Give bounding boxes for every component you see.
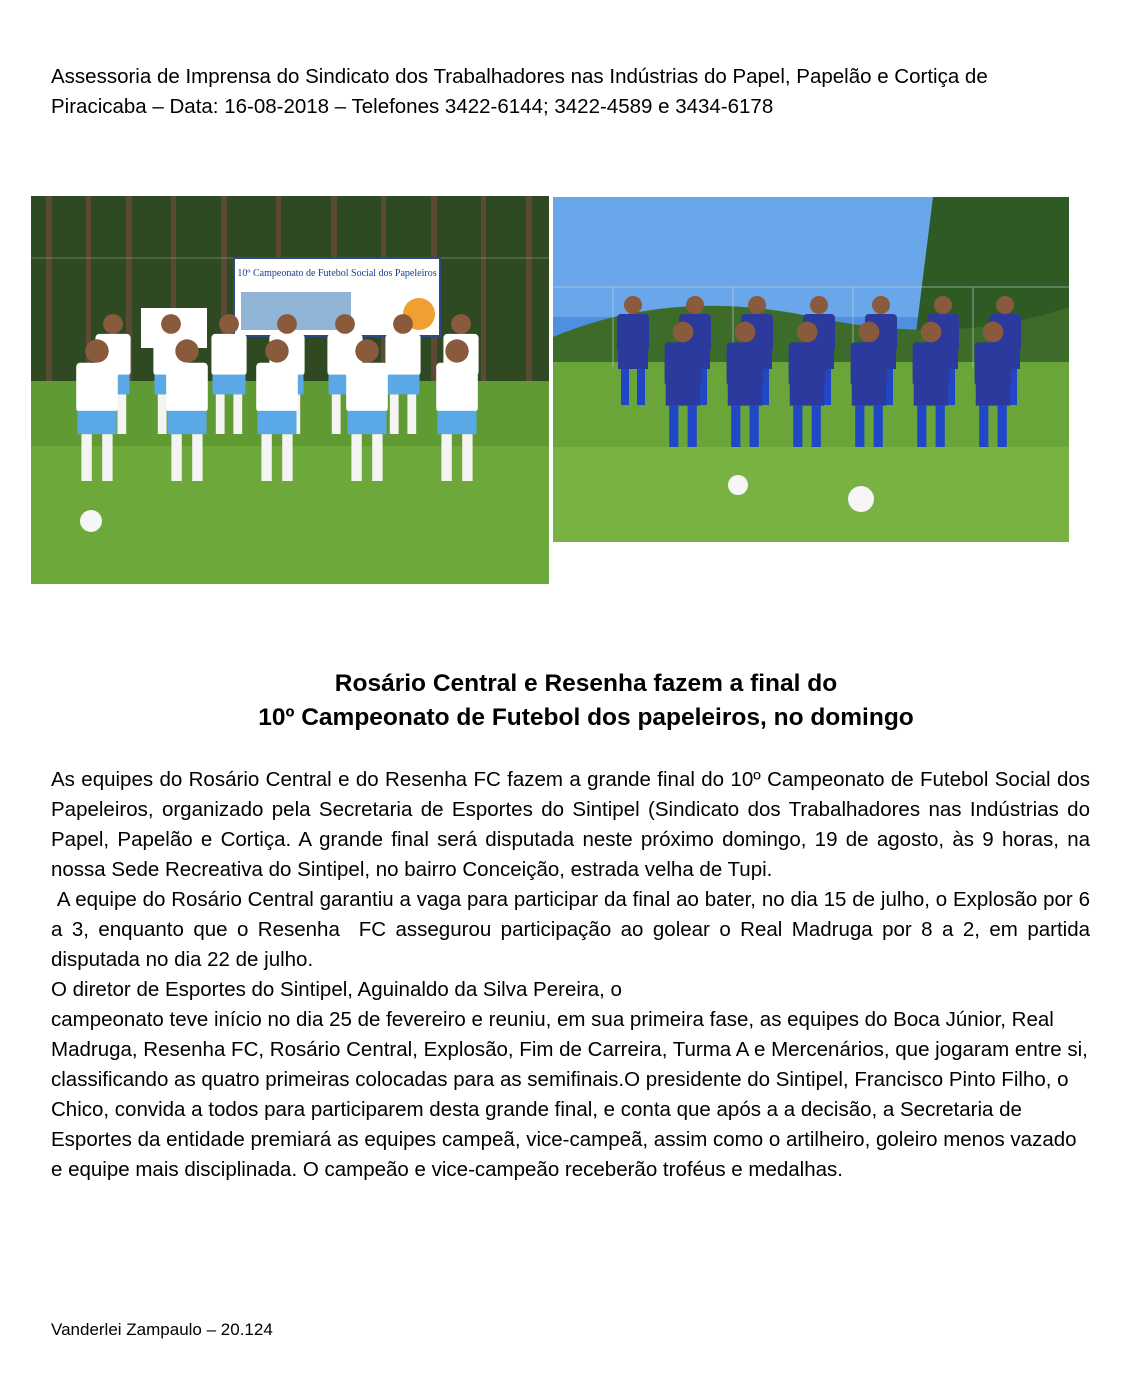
banner-text: 10º Campeonato de Futebol Social dos Papeleiros [237, 268, 437, 279]
team-photo-rosario-central [31, 196, 549, 584]
header-line-1: Assessoria de Imprensa do Sindicato dos Trabalhadores nas Indústrias do Papel, Papelão e Cortiça de [51, 65, 988, 88]
author-signature: Vanderlei Zampaulo – 20.124 [51, 1320, 273, 1339]
football-icon [728, 475, 748, 495]
header-line-2: Piracicaba – Data: 16-08-2018 – Telefones 3422-6144; 3422-4589 e 3434-6178 [51, 95, 774, 118]
article-title [51, 667, 1121, 735]
football-icon [848, 486, 874, 512]
football-icon [80, 510, 102, 532]
paragraph-4: campeonato teve início no dia 25 de fevereiro e reuniu, em sua primeira fase, as equipes do Boca Júnior, Real Madruga, Resenha FC, Rosário Central, Explosão, Fim de Carreira, Turma A e Mercenários, que jogaram entre si, classificando as quatro primeiras colocadas para as semifinais.O presidente do Sintipel, Francisco Pinto Filho, o Chico, convida a todos para participarem desta grande final, e conta que após a a decisão, a Secretaria de Esportes da entidade premiará as equipes campeã, vice-campeã, assim como o artilheiro, goleiro menos vazado e equipe mais disciplinada. O campeão e vice-campeão receberão troféus e medalhas. [51, 1008, 1088, 1181]
team-photo-resenha-fc [553, 197, 1069, 542]
article-body [51, 765, 1096, 1185]
team-photo-1-illustration [31, 196, 549, 584]
paragraph-2: A equipe do Rosário Central garantiu a vaga para participar da final ao bater, no dia 15 de julho, o Explosão por 6 a 3, enquanto que o Resenha FC assegurou participação ao golear o Real Madruga por 8 a 2, em partida disputada no dia 22 de julho. [51, 888, 1096, 971]
team-photo-2-illustration [553, 197, 1069, 542]
title-line-1: Rosário Central e Resenha fazem a final do [334, 670, 838, 697]
title-line-2: 10º Campeonato de Futebol dos papeleiros, no domingo [258, 704, 914, 731]
paragraph-1: As equipes do Rosário Central e do Resenha FC fazem a grande final do 10º Campeonato de Futebol Social dos Papeleiros, organizado pela Secretaria de Esportes do Sintipel (Sindicato dos Trabalhadores nas Indústrias do Papel, Papelão e Cortiça. A grande final será disputada neste próximo domingo, 19 de agosto, às 9 horas, na nossa Sede Recreativa do Sintipel, no bairro Conceição, estrada velha de Tupi. [51, 768, 1090, 881]
paragraph-3: O diretor de Esportes do Sintipel, Aguinaldo da Silva Pereira, o [51, 978, 622, 1001]
press-header [51, 62, 1091, 122]
